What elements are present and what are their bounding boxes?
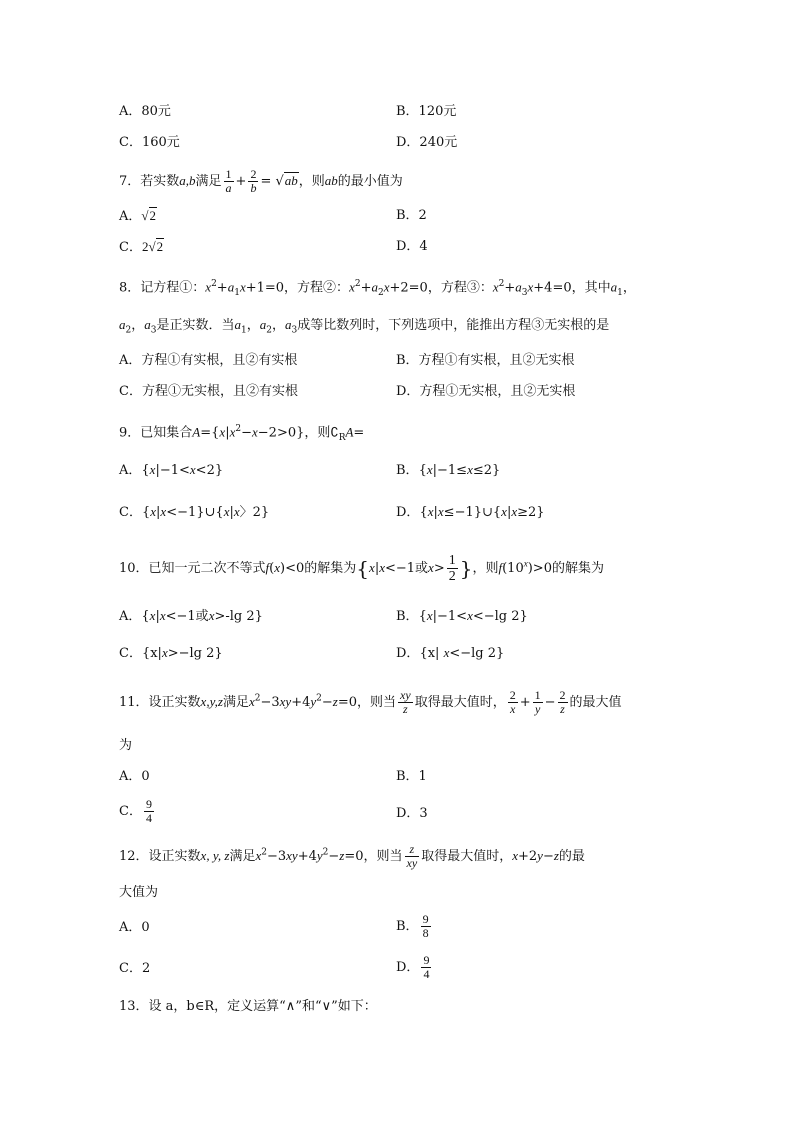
q9-option-d: D．{x|x≤−1}∪{x|x≥2} <box>396 504 545 520</box>
q11-option-c: C． $\frac{9}{4}$ <box>119 797 152 825</box>
q10-option-c: C．{x|x>−lg 2} <box>119 645 223 661</box>
q11-option-b: B．1 <box>396 769 427 784</box>
q12-stem: 12．设正实数x, y, z满足$x^2-3xy+4y^2-z=0$，则当 $\frac{z}{xy}$ 取得最大值时，x+2y−z的最 <box>119 842 585 870</box>
q10-stem: 10．已知一元二次不等式f(x)<0的解集为{x|x<−1或x> $\frac{1}{2}$ }，则$f(10^x)>0$的解集为 <box>119 553 604 584</box>
q8-option-b: B．方程①有实根，且②无实根 <box>396 353 575 368</box>
q7-option-b: B．2 <box>396 208 427 223</box>
q11-stem-wrap: 为 <box>119 738 133 753</box>
q11-option-a: A．0 <box>119 769 150 784</box>
q6-option-c: C．160元 <box>119 135 180 150</box>
q11-option-d: D．3 <box>396 806 428 821</box>
q9-stem: 9．已知集合$A=\{x|x^2-x-2>0\}$，则$∁_RA=$ <box>119 424 365 443</box>
q7-option-d: D．4 <box>396 239 428 254</box>
q7-option-a: A．√2 <box>119 208 157 224</box>
q12-option-c: C．2 <box>119 961 151 976</box>
q10-option-b: B．{x|−1<x<−lg 2} <box>396 608 528 624</box>
q6-option-a: A．80元 <box>119 104 171 119</box>
q8-stem-line2: $a_2$，$a_3$是正实数．当$a_1$，$a_2$，$a_3$成等比数列时，下列选项中，能推出方程③无实根的是 <box>119 317 610 336</box>
q9-option-b: B．{x|−1≤x≤2} <box>396 462 501 478</box>
q10-option-d: D．{x| x<−lg 2} <box>396 645 505 661</box>
q9-option-a: A．{x|−1<x<2} <box>119 462 224 478</box>
q12-stem-wrap: 大值为 <box>119 885 159 900</box>
q7-option-c: C．2√2 <box>119 239 164 255</box>
q12-option-d: D． $\frac{9}{4}$ <box>396 953 430 981</box>
q9-option-c: C．{x|x<−1}∪{x|x〉2} <box>119 504 270 520</box>
q6-option-d: D．240元 <box>396 135 458 150</box>
q8-option-d: D．方程①无实根，且②无实根 <box>396 384 576 399</box>
q13-stem: 13．设 a，b∈R，定义运算“∧”和“∨”如下： <box>119 999 377 1014</box>
q12-option-a: A．0 <box>119 920 150 935</box>
q7-stem: 7．若实数a,b满足 $\frac{1}{a}$ + $\frac{2}{b}$ = √ab，则ab的最小值为 <box>119 167 403 195</box>
q8-option-c: C．方程①无实根，且②有实根 <box>119 384 298 399</box>
q6-option-b: B．120元 <box>396 104 457 119</box>
q8-stem-line1: 8．记方程①：$x^2+a_1x+1=0$，方程②：$x^2+a_2x+2=0$，方程③：$x^2+a_3x+4=0$，其中$a_1$， <box>119 279 636 298</box>
q8-option-a: A．方程①有实根，且②有实根 <box>119 353 298 368</box>
q11-stem: 11．设正实数x,y,z满足$x^2-3xy+4y^2-z=0$，则当 $\frac{xy}{z}$ 取得最大值时， $\frac{2}{x}$ + $\frac{1}{y}$ − $\frac{2}{z}$ 的最大值 <box>119 688 622 716</box>
q10-option-a: A．{x|x<−1或x>-lg 2} <box>119 608 263 624</box>
q12-option-b: B． $\frac{9}{8}$ <box>396 912 429 940</box>
